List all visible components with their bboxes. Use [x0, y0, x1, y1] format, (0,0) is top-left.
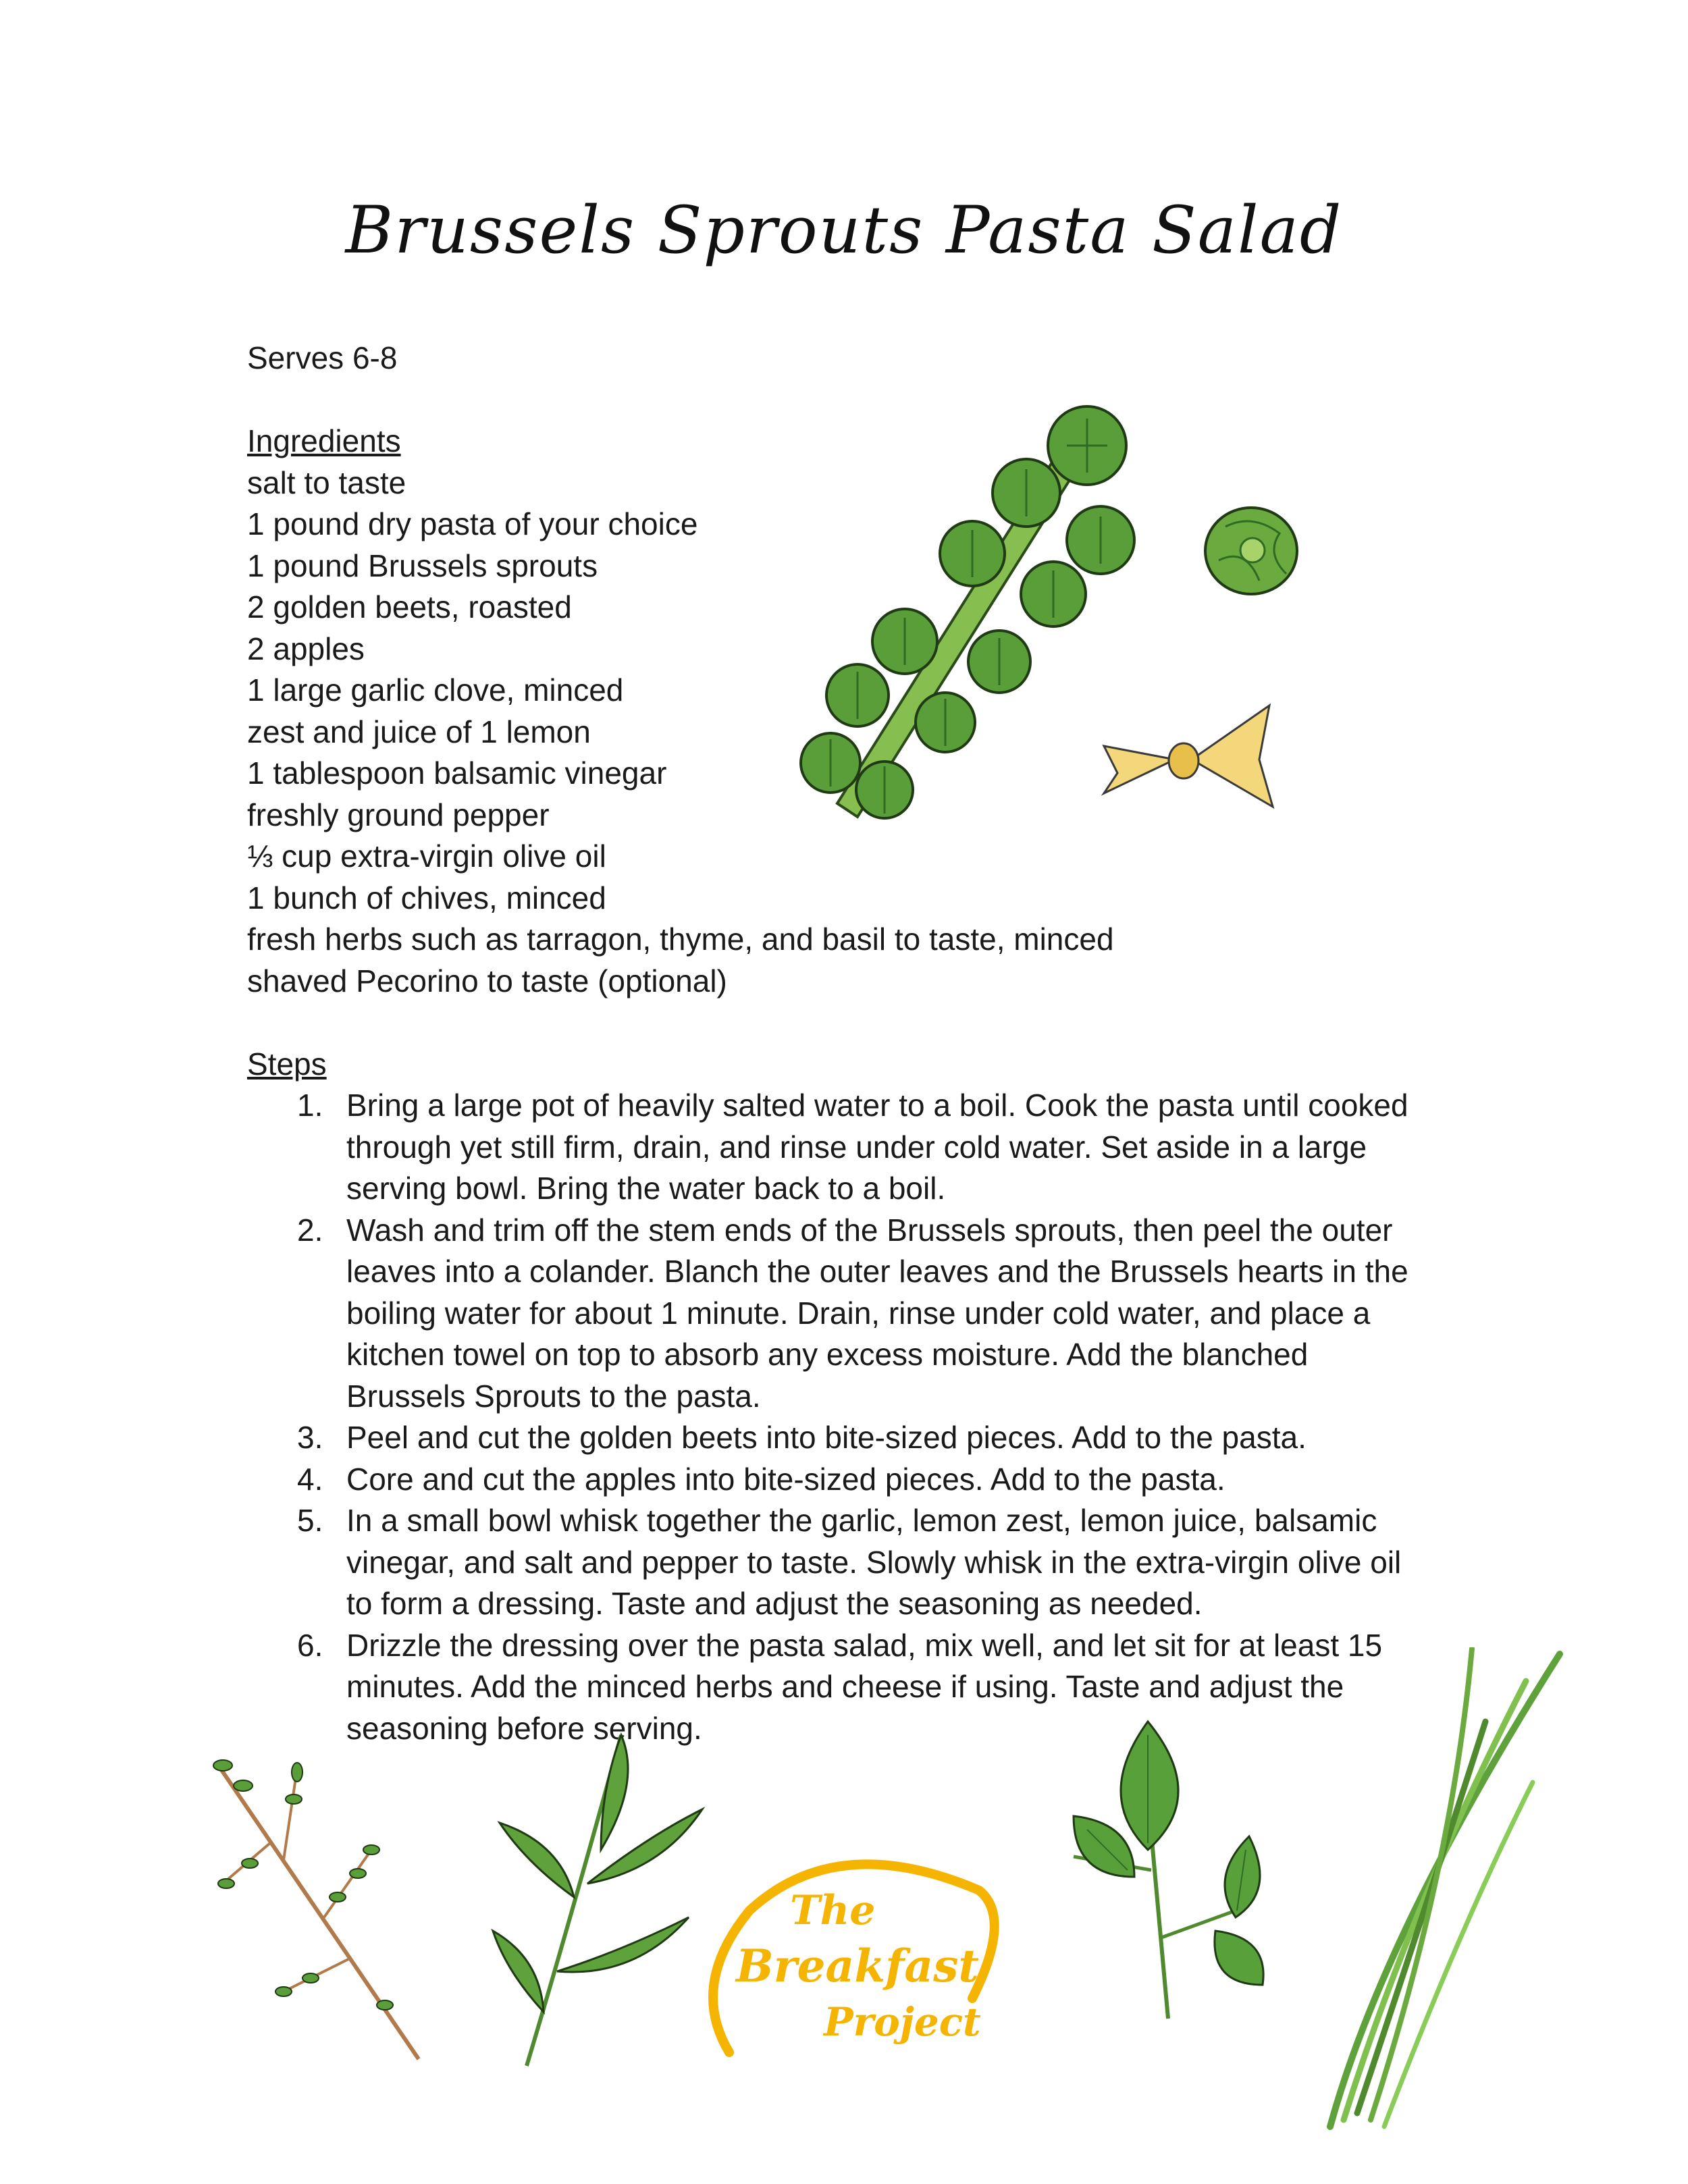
step-text: In a small bowl whisk together the garlic, lemon zest, lemon juice, balsamic vinegar, and salt and pepper to taste. Slowly whisk in the extra-virgin olive oil to form a dressing. Taste and adjust the seasoning as needed. — [346, 1503, 1402, 1621]
farfalle-pasta-icon — [1097, 692, 1280, 827]
breakfast-project-logo — [689, 1850, 1013, 2073]
thyme-sprig-icon — [203, 1749, 432, 2073]
step-number: 6. — [297, 1627, 323, 1663]
step-text: Drizzle the dressing over the pasta salad, mix well, and let sit for at least 15 minutes. Add the minced herbs and cheese if using. Taste and adjust the seasoning before serving. — [346, 1627, 1383, 1746]
step-text: Core and cut the apples into bite-sized pieces. Add to the pasta. — [346, 1461, 1225, 1497]
steps-list — [247, 1085, 1462, 1749]
ingredient-item: fresh herbs such as tarragon, thyme, and basil to taste, minced — [247, 922, 1114, 957]
step-item — [247, 1500, 1427, 1625]
step-text: Wash and trim off the stem ends of the Brussels sprouts, then peel the outer leaves into a colander. Blanch the outer leaves and the Brussels hearts in the boiling water for about 1 minute. Drain, rinse under cold water, and place a kitchen towel on top to absorb any excess moisture. Add the blanched Brussels Sprouts to the pasta. — [346, 1212, 1408, 1414]
step-number: 2. — [297, 1212, 323, 1248]
brussels-sprout-icon — [1198, 500, 1307, 601]
ingredient-item: 1 pound dry pasta of your choice — [247, 506, 698, 541]
steps-heading: Steps — [247, 1046, 327, 1082]
basil-sprig-icon — [1047, 1715, 1290, 2025]
ingredient-item: 2 apples — [247, 631, 365, 666]
ingredient-item: 1 bunch of chives, minced — [247, 880, 606, 915]
ingredient-item: zest and juice of 1 lemon — [247, 714, 591, 749]
step-item — [247, 1210, 1427, 1418]
step-number: 3. — [297, 1420, 323, 1455]
step-item — [247, 1417, 1427, 1459]
tarragon-sprig-icon — [486, 1728, 709, 2079]
step-text: Peel and cut the golden beets into bite-sized pieces. Add to the pasta. — [346, 1420, 1307, 1455]
logo-text-project: Project — [824, 1999, 981, 2045]
ingredient-item: 1 pound Brussels sprouts — [247, 548, 598, 583]
ingredients-heading: Ingredients — [247, 423, 401, 458]
ingredient-item: freshly ground pepper — [247, 797, 550, 832]
logo-text-the: The — [790, 1887, 876, 1934]
step-number: 5. — [297, 1503, 323, 1538]
serves-text: Serves 6-8 — [247, 340, 398, 375]
ingredient-item: 2 golden beets, roasted — [247, 589, 572, 624]
recipe-title: Brussels Sprouts Pasta Salad — [345, 192, 1343, 268]
step-number: 1. — [297, 1088, 323, 1123]
ingredient-item: shaved Pecorino to taste (optional) — [247, 963, 727, 998]
brussels-sprout-stalk-icon — [783, 398, 1148, 830]
step-number: 4. — [297, 1461, 323, 1497]
step-text: Bring a large pot of heavily salted water to a boil. Cook the pasta until cooked through yet still firm, drain, and rinse under cold water. Set aside in a large serving bowl. Bring the water back to a boil. — [346, 1088, 1408, 1206]
logo-text-breakfast: Breakfast — [736, 1940, 979, 1992]
step-item — [247, 1459, 1427, 1501]
ingredient-item: ⅓ cup extra-virgin olive oil — [247, 838, 606, 874]
ingredient-item: 1 large garlic clove, minced — [247, 672, 624, 708]
chives-icon — [1317, 1647, 1587, 2133]
ingredient-item: 1 tablespoon balsamic vinegar — [247, 755, 667, 791]
step-item — [247, 1085, 1427, 1210]
ingredient-item: salt to taste — [247, 464, 406, 500]
